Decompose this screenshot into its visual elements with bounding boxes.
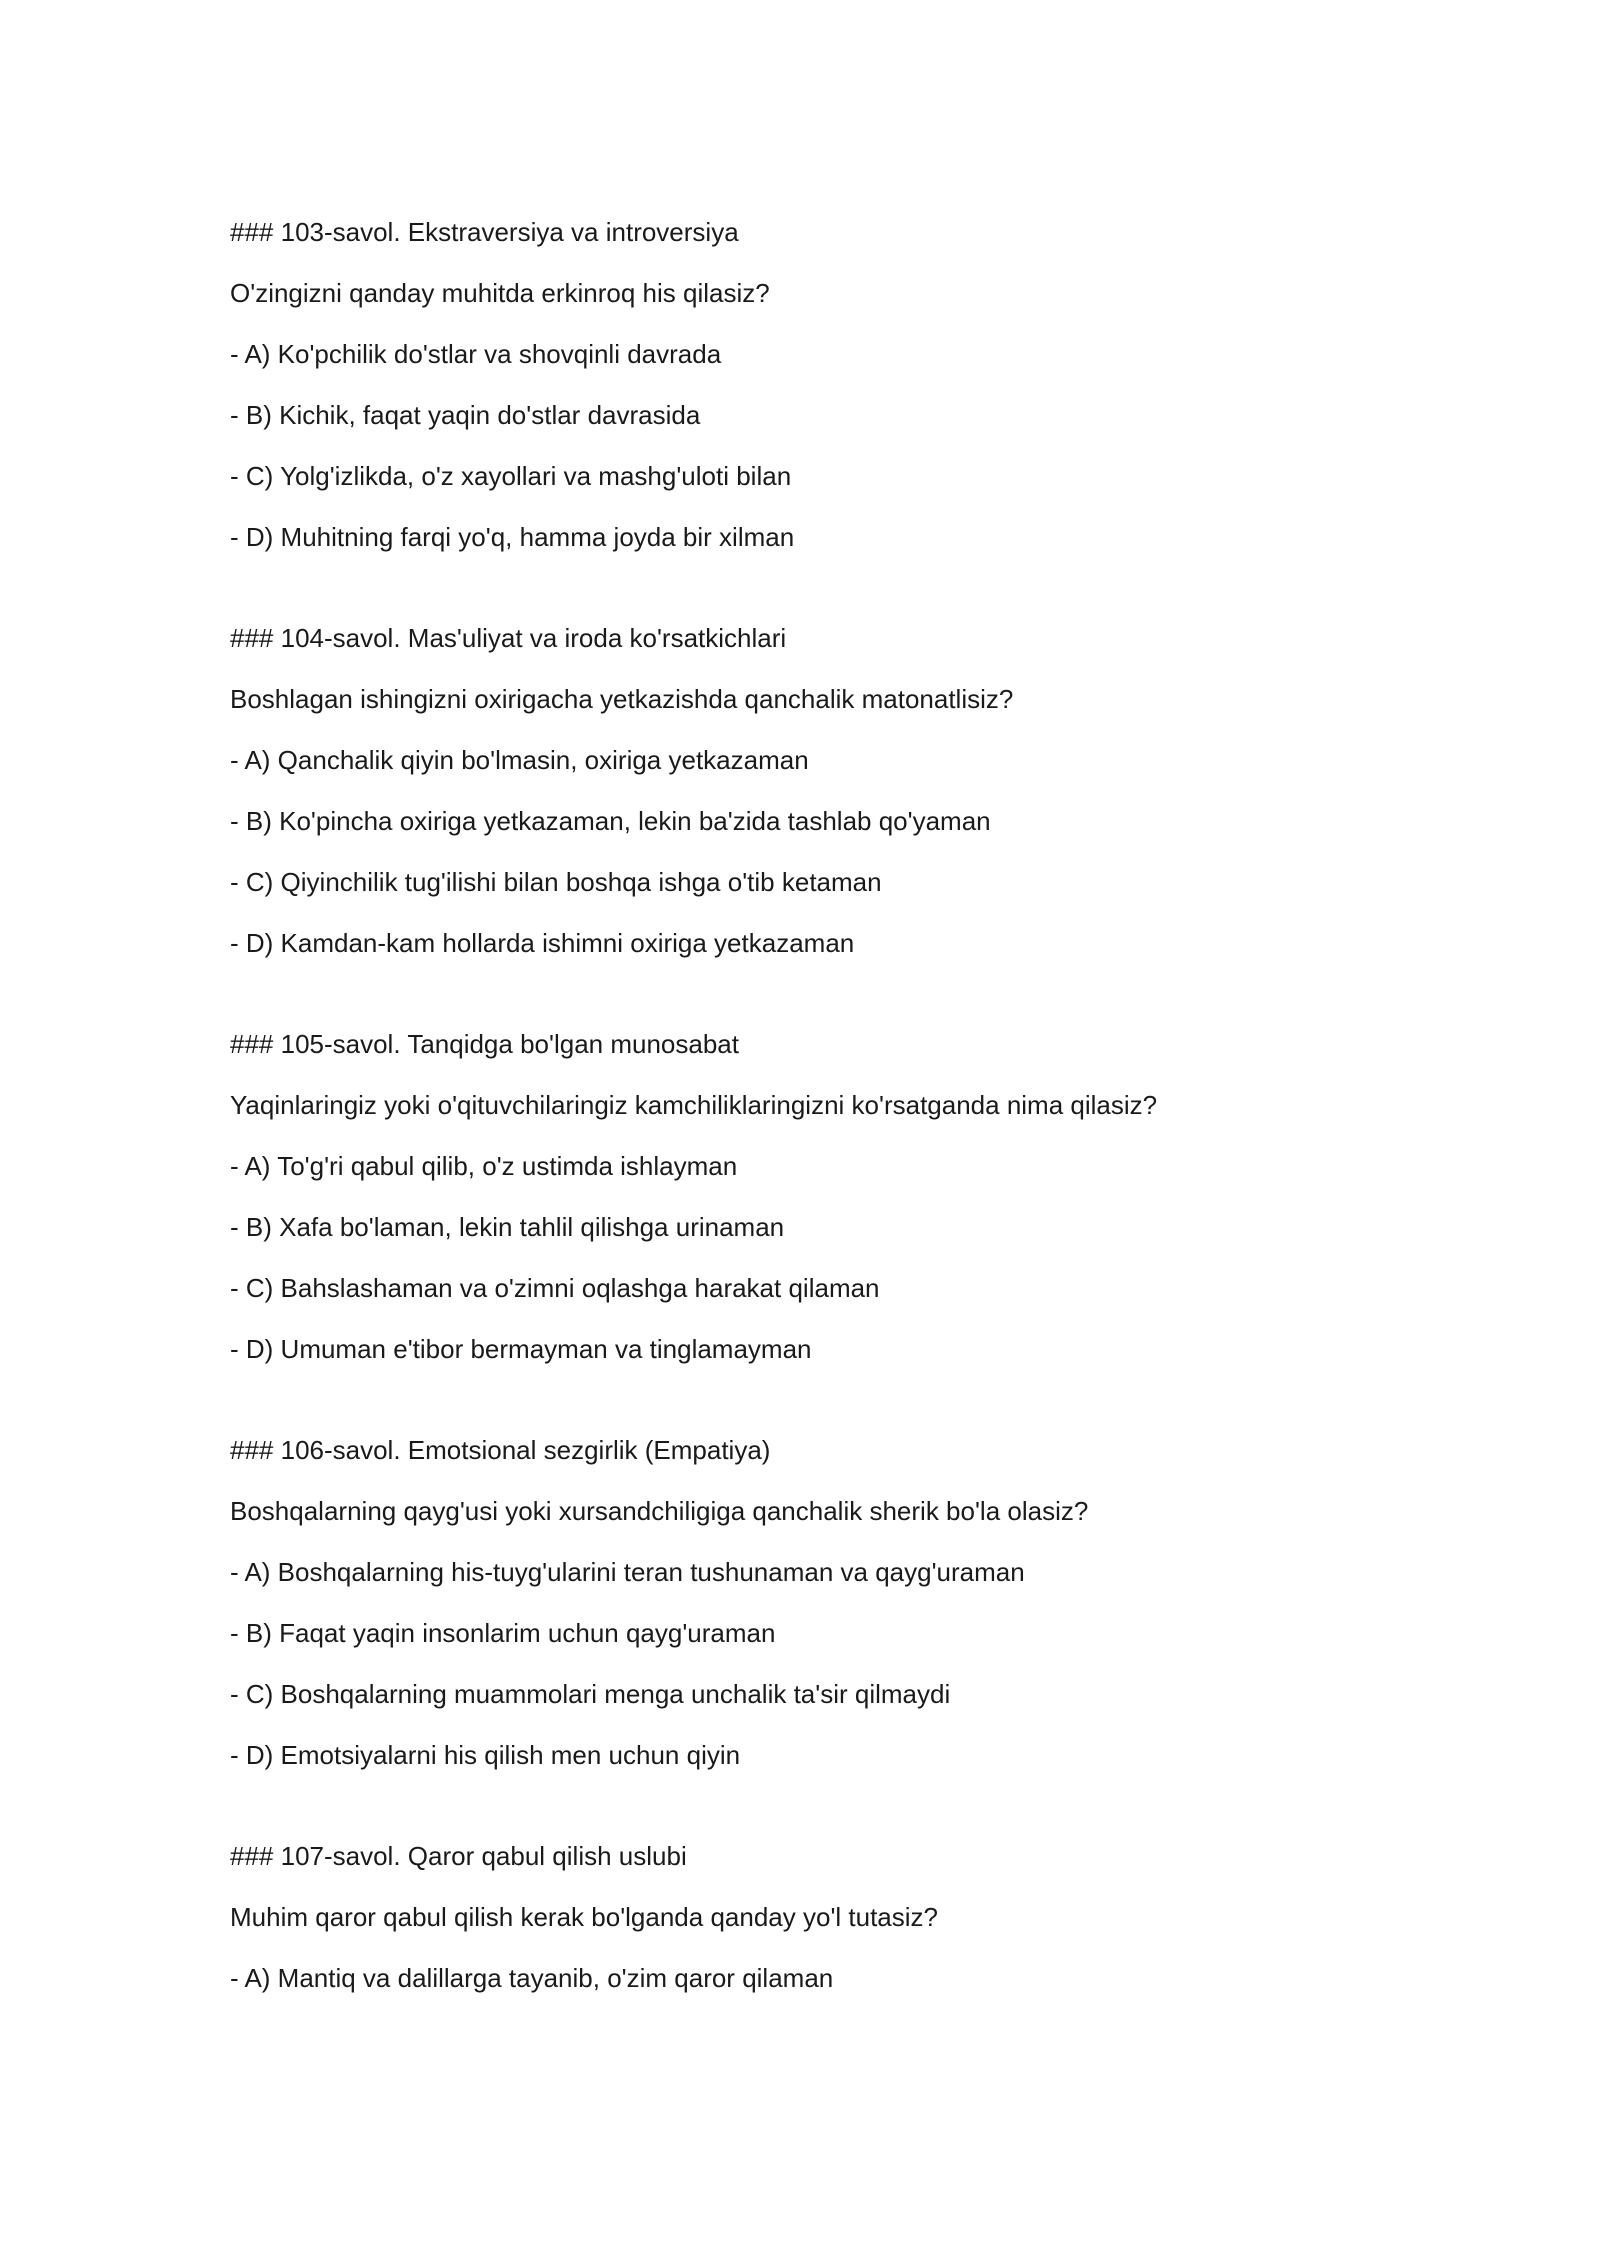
answer-option-a: - A) Ko'pchilik do'stlar va shovqinli davrada: [230, 339, 722, 369]
answer-option-b: - B) Kichik, faqat yaqin do'stlar davrasida: [230, 400, 701, 430]
question-prompt: Muhim qaror qabul qilish kerak bo'lganda qanday yo'l tutasiz?: [230, 1902, 939, 1932]
answer-option-c: - C) Yolg'izlikda, o'z xayollari va mashg'uloti bilan: [230, 461, 792, 491]
question-prompt: O'zingizni qanday muhitda erkinroq his qilasiz?: [230, 278, 770, 308]
answer-option-b: - B) Ko'pincha oxiriga yetkazaman, lekin ba'zida tashlab qo'yaman: [230, 806, 991, 836]
question-prompt: Boshqalarning qayg'usi yoki xursandchiligiga qanchalik sherik bo'la olasiz?: [230, 1496, 1089, 1526]
answer-option-d: - D) Emotsiyalarni his qilish men uchun qiyin: [230, 1740, 741, 1770]
answer-option-d: - D) Umuman e'tibor bermayman va tinglamayman: [230, 1334, 812, 1364]
question-section-106: [230, 1430, 1430, 1775]
question-heading: ### 106-savol. Emotsional sezgirlik (Empatiya): [230, 1435, 771, 1465]
question-prompt: Yaqinlaringiz yoki o'qituvchilaringiz kamchiliklaringizni ko'rsatganda nima qilasiz?: [230, 1090, 1158, 1120]
question-heading: ### 107-savol. Qaror qabul qilish uslubi: [230, 1841, 687, 1871]
answer-option-b: - B) Faqat yaqin insonlarim uchun qayg'uraman: [230, 1618, 776, 1648]
answer-option-a: - A) Mantiq va dalillarga tayanib, o'zim qaror qilaman: [230, 1963, 834, 1993]
answer-option-d: - D) Muhitning farqi yo'q, hamma joyda bir xilman: [230, 522, 795, 552]
question-heading: ### 105-savol. Tanqidga bo'lgan munosabat: [230, 1029, 739, 1059]
question-prompt: Boshlagan ishingizni oxirigacha yetkazishda qanchalik matonatlisiz?: [230, 684, 1014, 714]
answer-option-b: - B) Xafa bo'laman, lekin tahlil qilishga urinaman: [230, 1212, 785, 1242]
answer-option-a: - A) To'g'ri qabul qilib, o'z ustimda ishlayman: [230, 1151, 738, 1181]
question-section-107: [230, 1836, 1430, 1998]
question-section-104: [230, 618, 1430, 963]
document-content: [230, 212, 1430, 2019]
question-heading: ### 103-savol. Ekstraversiya va introversiya: [230, 217, 739, 247]
answer-option-c: - C) Qiyinchilik tug'ilishi bilan boshqa ishga o'tib ketaman: [230, 867, 882, 897]
answer-option-a: - A) Boshqalarning his-tuyg'ularini teran tushunaman va qayg'uraman: [230, 1557, 1025, 1587]
answer-option-d: - D) Kamdan-kam hollarda ishimni oxiriga yetkazaman: [230, 928, 855, 958]
question-section-103: [230, 212, 1430, 557]
question-section-105: [230, 1024, 1430, 1369]
answer-option-c: - C) Bahslashaman va o'zimni oqlashga harakat qilaman: [230, 1273, 880, 1303]
answer-option-c: - C) Boshqalarning muammolari menga unchalik ta'sir qilmaydi: [230, 1679, 951, 1709]
question-heading: ### 104-savol. Mas'uliyat va iroda ko'rsatkichlari: [230, 623, 787, 653]
answer-option-a: - A) Qanchalik qiyin bo'lmasin, oxiriga yetkazaman: [230, 745, 809, 775]
